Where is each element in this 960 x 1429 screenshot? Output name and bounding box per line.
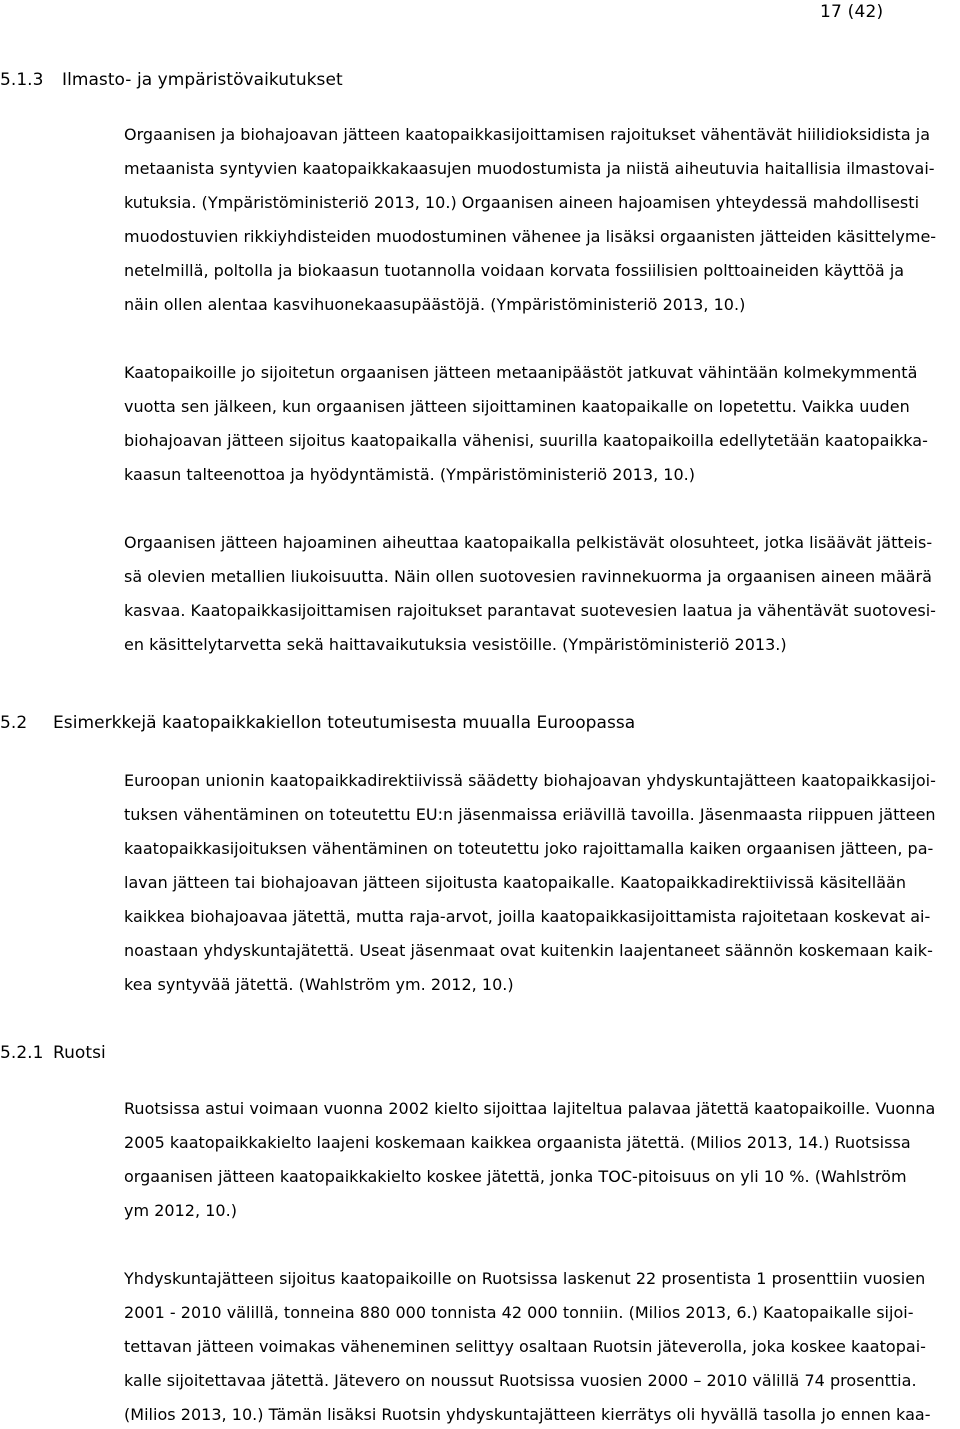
section-number: 5.2.1 — [0, 1043, 44, 1063]
section-number: 5.1.3 — [0, 70, 44, 90]
paragraph-line: Kaatopaikoille jo sijoitetun orgaanisen jätteen metaanipäästöt jatkuvat vähintään kolmekymmentä — [124, 363, 918, 382]
paragraph-line: vuotta sen jälkeen, kun orgaanisen jätteen sijoittaminen kaatopaikalle on lopetettu. Vaikka uuden — [124, 397, 910, 416]
paragraph-line: näin ollen alentaa kasvihuonekaasupäästöjä. (Ympäristöministeriö 2013, 10.) — [124, 295, 746, 314]
paragraph-line: Ruotsissa astui voimaan vuonna 2002 kielto sijoittaa lajiteltua palavaa jätettä kaatopaikoille. Vuonna — [124, 1099, 936, 1118]
paragraph-line: kutuksia. (Ympäristöministeriö 2013, 10.) Orgaanisen aineen hajoamisen yhteydessä mahdollisesti — [124, 193, 920, 212]
section-title: Ruotsi — [53, 1043, 106, 1063]
paragraph-line: Orgaanisen ja biohajoavan jätteen kaatopaikkasijoittamisen rajoitukset vähentävät hiilidioksidista ja — [124, 125, 931, 144]
paragraph-line: Yhdyskuntajätteen sijoitus kaatopaikoille on Ruotsissa laskenut 22 prosentista 1 prosenttiin vuosien — [124, 1269, 926, 1288]
paragraph-line: kaasun talteenottoa ja hyödyntämistä. (Ympäristöministeriö 2013, 10.) — [124, 465, 696, 484]
paragraph-line: noastaan yhdyskuntajätettä. Useat jäsenmaat ovat kuitenkin laajentaneet säännön koskemaan kaik- — [124, 941, 933, 960]
paragraph-line: metaanista syntyvien kaatopaikkakaasujen muodostumista ja niistä aiheutuvia haitallisia ilmastovai- — [124, 159, 935, 178]
section-heading — [0, 713, 635, 733]
section-heading — [0, 70, 343, 90]
paragraph-line: kasvaa. Kaatopaikkasijoittamisen rajoitukset parantavat suotevesien laatua ja vähentävät suotovesi- — [124, 601, 936, 620]
page-number: 17 (42) — [820, 2, 884, 22]
section-title: Esimerkkejä kaatopaikkakiellon toteutumisesta muualla Euroopassa — [53, 713, 636, 733]
paragraph-line: 2001 - 2010 välillä, tonneina 880 000 tonnista 42 000 tonniin. (Milios 2013, 6.) Kaatopaikalle sijoi- — [124, 1303, 914, 1322]
paragraph-line: tettavan jätteen voimakas väheneminen selittyy osaltaan Ruotsin jäteverolla, joka koskee kaatopai- — [124, 1337, 926, 1356]
paragraph-line: ym 2012, 10.) — [124, 1201, 237, 1220]
paragraph-line: 2005 kaatopaikkakielto laajeni koskemaan kaikkea orgaanista jätettä. (Milios 2013, 14.) Ruotsissa — [124, 1133, 911, 1152]
paragraph-line: tuksen vähentäminen on toteutettu EU:n jäsenmaissa eriävillä tavoilla. Jäsenmaasta riippuen jätteen — [124, 805, 936, 824]
paragraph-line: orgaanisen jätteen kaatopaikkakielto koskee jätettä, jonka TOC-pitoisuus on yli 10 %. (Wahlström — [124, 1167, 907, 1186]
paragraph-line: lavan jätteen tai biohajoavan jätteen sijoitusta kaatopaikalle. Kaatopaikkadirektiivissä käsitellään — [124, 873, 907, 892]
paragraph-line: kaikkea biohajoavaa jätettä, mutta raja-arvot, joilla kaatopaikkasijoittamista rajoitetaan koskevat ai- — [124, 907, 931, 926]
paragraph-line: biohajoavan jätteen sijoitus kaatopaikalla vähenisi, suurilla kaatopaikoilla edellytetään kaatopaikka- — [124, 431, 928, 450]
paragraph-line: kaatopaikkasijoituksen vähentäminen on toteutettu joko rajoittamalla kaiken orgaanisen jätteen, pa- — [124, 839, 934, 858]
paragraph-line: en käsittelytarvetta sekä haittavaikutuksia vesistöille. (Ympäristöministeriö 2013.) — [124, 635, 787, 654]
section-number: 5.2 — [0, 713, 28, 733]
paragraph-line: kalle sijoitettavaa jätettä. Jätevero on noussut Ruotsissa vuosien 2000 – 2010 välillä 74 prosenttia. — [124, 1371, 917, 1390]
paragraph-line: (Milios 2013, 10.) Tämän lisäksi Ruotsin yhdyskuntajätteen kierrätys oli hyvällä tasolla jo ennen kaa- — [124, 1405, 931, 1424]
paragraph-line: Euroopan unionin kaatopaikkadirektiivissä säädetty biohajoavan yhdyskuntajätteen kaatopaikkasijoi- — [124, 771, 936, 790]
section-heading — [0, 1043, 106, 1063]
paragraph-line: netelmillä, poltolla ja biokaasun tuotannolla voidaan korvata fossiilisien polttoaineiden käyttöä ja — [124, 261, 905, 280]
paragraph-line: Orgaanisen jätteen hajoaminen aiheuttaa kaatopaikalla pelkistävät olosuhteet, jotka lisäävät jätteis- — [124, 533, 933, 552]
paragraph-line: sä olevien metallien liukoisuutta. Näin ollen suotovesien ravinnekuorma ja orgaanisen aineen määrä — [124, 567, 932, 586]
paragraph-line: kea syntyvää jätettä. (Wahlström ym. 2012, 10.) — [124, 975, 514, 994]
section-title: Ilmasto- ja ympäristövaikutukset — [62, 70, 343, 90]
paragraph-line: muodostuvien rikkiyhdisteiden muodostuminen vähenee ja lisäksi orgaanisten jätteiden käsittelyme- — [124, 227, 937, 246]
